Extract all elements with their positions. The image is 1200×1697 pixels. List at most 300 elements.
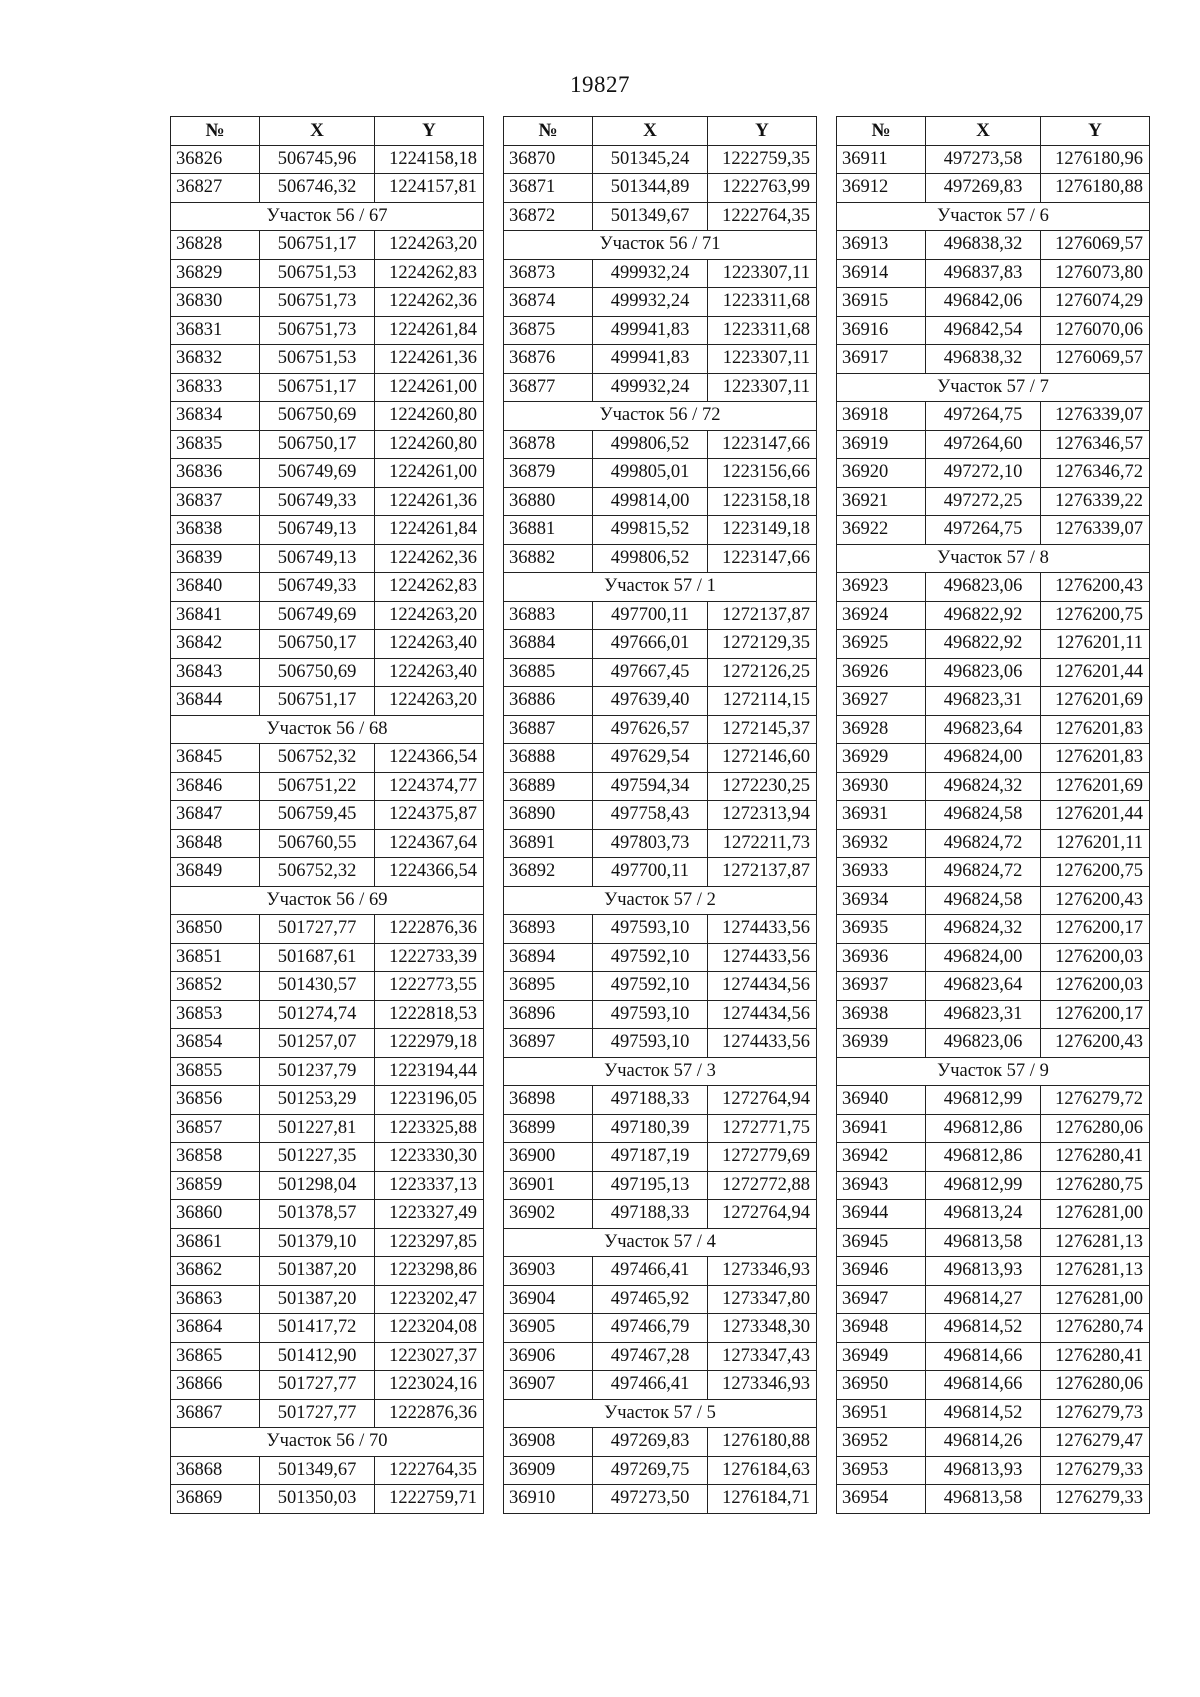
coord-x: 501345,24	[593, 145, 708, 174]
section-row	[837, 202, 1150, 231]
table-row	[504, 1285, 817, 1314]
coord-y: 1276280,06	[1041, 1371, 1150, 1400]
coord-x: 506750,69	[260, 402, 375, 431]
table-row	[171, 487, 484, 516]
coord-y: 1276070,06	[1041, 316, 1150, 345]
table-row	[504, 1371, 817, 1400]
point-number: 36897	[504, 1029, 593, 1058]
section-title: Участок 57 / 3	[504, 1057, 817, 1086]
coord-y: 1273346,93	[708, 1371, 817, 1400]
coord-x: 501727,77	[260, 915, 375, 944]
point-number: 36885	[504, 658, 593, 687]
coord-y: 1223196,05	[375, 1086, 484, 1115]
table-row	[837, 658, 1150, 687]
table-row	[171, 1456, 484, 1485]
coord-y: 1223327,49	[375, 1200, 484, 1229]
coord-x: 501430,57	[260, 972, 375, 1001]
section-title: Участок 56 / 69	[171, 886, 484, 915]
table-row	[837, 1314, 1150, 1343]
coord-x: 496823,64	[926, 972, 1041, 1001]
coord-x: 496814,52	[926, 1399, 1041, 1428]
coord-y: 1276200,75	[1041, 858, 1150, 887]
table-row	[504, 202, 817, 231]
table-row	[504, 915, 817, 944]
table-row	[837, 1371, 1150, 1400]
coord-y: 1276201,69	[1041, 772, 1150, 801]
coord-x: 497803,73	[593, 829, 708, 858]
coord-x: 496813,58	[926, 1228, 1041, 1257]
section-row	[171, 886, 484, 915]
coord-y: 1224157,81	[375, 174, 484, 203]
point-number: 36842	[171, 630, 260, 659]
coord-x: 496813,93	[926, 1257, 1041, 1286]
coord-y: 1272137,87	[708, 858, 817, 887]
coord-x: 497180,39	[593, 1114, 708, 1143]
table-row	[504, 316, 817, 345]
coord-x: 496837,83	[926, 259, 1041, 288]
table-row	[171, 402, 484, 431]
coord-x: 497272,25	[926, 487, 1041, 516]
coord-y: 1276281,13	[1041, 1257, 1150, 1286]
point-number: 36896	[504, 1000, 593, 1029]
coord-y: 1224262,36	[375, 544, 484, 573]
coord-y: 1276201,83	[1041, 744, 1150, 773]
point-number: 36839	[171, 544, 260, 573]
table-row	[171, 259, 484, 288]
point-number: 36843	[171, 658, 260, 687]
coord-y: 1223311,68	[708, 288, 817, 317]
section-title: Участок 57 / 7	[837, 373, 1150, 402]
point-number: 36844	[171, 687, 260, 716]
coord-y: 1224261,36	[375, 487, 484, 516]
table-row	[171, 1000, 484, 1029]
table-row	[837, 145, 1150, 174]
coord-x: 501227,81	[260, 1114, 375, 1143]
coord-y: 1272114,15	[708, 687, 817, 716]
coord-x: 499815,52	[593, 516, 708, 545]
point-number: 36935	[837, 915, 926, 944]
coord-y: 1224366,54	[375, 858, 484, 887]
coord-x: 501298,04	[260, 1171, 375, 1200]
coord-x: 506759,45	[260, 801, 375, 830]
table-row	[504, 801, 817, 830]
coord-y: 1224374,77	[375, 772, 484, 801]
point-number: 36908	[504, 1428, 593, 1457]
coord-y: 1223325,88	[375, 1114, 484, 1143]
coord-x: 497269,83	[926, 174, 1041, 203]
table-row	[837, 715, 1150, 744]
point-number: 36915	[837, 288, 926, 317]
coord-x: 496822,92	[926, 630, 1041, 659]
point-number: 36829	[171, 259, 260, 288]
point-number: 36862	[171, 1257, 260, 1286]
table-header	[837, 117, 1150, 146]
coord-x: 501417,72	[260, 1314, 375, 1343]
table-row	[837, 487, 1150, 516]
point-number: 36905	[504, 1314, 593, 1343]
point-number: 36882	[504, 544, 593, 573]
point-number: 36901	[504, 1171, 593, 1200]
table-row	[837, 1143, 1150, 1172]
coord-y: 1276073,80	[1041, 259, 1150, 288]
table-row	[171, 1200, 484, 1229]
coord-x: 501237,79	[260, 1057, 375, 1086]
table-row	[837, 345, 1150, 374]
coord-y: 1224261,84	[375, 316, 484, 345]
table-row	[504, 259, 817, 288]
coord-y: 1276200,03	[1041, 943, 1150, 972]
coord-y: 1222763,99	[708, 174, 817, 203]
section-row	[837, 544, 1150, 573]
table-row	[504, 658, 817, 687]
coord-x: 496842,06	[926, 288, 1041, 317]
table-row	[504, 715, 817, 744]
table-row	[171, 772, 484, 801]
coord-y: 1274433,56	[708, 1029, 817, 1058]
point-number: 36943	[837, 1171, 926, 1200]
point-number: 36847	[171, 801, 260, 830]
coord-x: 497465,92	[593, 1285, 708, 1314]
coord-x: 499941,83	[593, 316, 708, 345]
coord-x: 499941,83	[593, 345, 708, 374]
point-number: 36834	[171, 402, 260, 431]
table-row	[171, 858, 484, 887]
table-row	[171, 430, 484, 459]
table-row	[171, 601, 484, 630]
coord-x: 496824,72	[926, 829, 1041, 858]
point-number: 36846	[171, 772, 260, 801]
table-row	[504, 1029, 817, 1058]
point-number: 36841	[171, 601, 260, 630]
table-row	[837, 829, 1150, 858]
point-number: 36831	[171, 316, 260, 345]
point-number: 36906	[504, 1342, 593, 1371]
point-number: 36930	[837, 772, 926, 801]
coord-y: 1223027,37	[375, 1342, 484, 1371]
point-number: 36911	[837, 145, 926, 174]
header-y: Y	[1041, 117, 1150, 146]
coord-y: 1276200,43	[1041, 573, 1150, 602]
coord-x: 506751,73	[260, 288, 375, 317]
table-row	[837, 886, 1150, 915]
table-row	[171, 1257, 484, 1286]
point-number: 36928	[837, 715, 926, 744]
coord-x: 496814,66	[926, 1342, 1041, 1371]
point-number: 36838	[171, 516, 260, 545]
coord-y: 1276200,43	[1041, 886, 1150, 915]
coord-x: 496823,31	[926, 1000, 1041, 1029]
coord-x: 506749,33	[260, 573, 375, 602]
coord-y: 1224261,84	[375, 516, 484, 545]
coord-y: 1222876,36	[375, 1399, 484, 1428]
header-x: X	[260, 117, 375, 146]
coord-y: 1224263,40	[375, 630, 484, 659]
table-row	[837, 1086, 1150, 1115]
coord-x: 501227,35	[260, 1143, 375, 1172]
section-row	[171, 715, 484, 744]
point-number: 36933	[837, 858, 926, 887]
table-row	[171, 1285, 484, 1314]
point-number: 36867	[171, 1399, 260, 1428]
coord-x: 497264,75	[926, 516, 1041, 545]
point-number: 36934	[837, 886, 926, 915]
coord-x: 496838,32	[926, 345, 1041, 374]
table-row	[171, 744, 484, 773]
point-number: 36872	[504, 202, 593, 231]
section-title: Участок 57 / 6	[837, 202, 1150, 231]
coord-y: 1272129,35	[708, 630, 817, 659]
coord-y: 1272146,60	[708, 744, 817, 773]
point-number: 36881	[504, 516, 593, 545]
section-row	[837, 1057, 1150, 1086]
coord-x: 496824,00	[926, 943, 1041, 972]
coord-x: 496812,99	[926, 1086, 1041, 1115]
point-number: 36923	[837, 573, 926, 602]
coord-y: 1276074,29	[1041, 288, 1150, 317]
point-number: 36855	[171, 1057, 260, 1086]
point-number: 36870	[504, 145, 593, 174]
point-number: 36852	[171, 972, 260, 1001]
coord-x: 497639,40	[593, 687, 708, 716]
point-number: 36917	[837, 345, 926, 374]
point-number: 36887	[504, 715, 593, 744]
header-y: Y	[708, 117, 817, 146]
table-row	[504, 1200, 817, 1229]
coord-x: 501274,74	[260, 1000, 375, 1029]
coord-y: 1276201,44	[1041, 658, 1150, 687]
coord-y: 1223156,66	[708, 459, 817, 488]
header-y: Y	[375, 117, 484, 146]
coord-x: 501257,07	[260, 1029, 375, 1058]
coord-y: 1272772,88	[708, 1171, 817, 1200]
coord-x: 497592,10	[593, 943, 708, 972]
coord-x: 497593,10	[593, 915, 708, 944]
table-row	[837, 516, 1150, 545]
point-number: 36947	[837, 1285, 926, 1314]
coord-y: 1224262,83	[375, 573, 484, 602]
table-row	[504, 544, 817, 573]
table-row	[504, 345, 817, 374]
coord-y: 1276339,07	[1041, 516, 1150, 545]
coord-y: 1276201,83	[1041, 715, 1150, 744]
coord-x: 499814,00	[593, 487, 708, 516]
table-row	[504, 516, 817, 545]
coord-x: 496812,99	[926, 1171, 1041, 1200]
point-number: 36888	[504, 744, 593, 773]
coord-y: 1276280,41	[1041, 1143, 1150, 1172]
section-row	[504, 1228, 817, 1257]
table-row	[837, 174, 1150, 203]
coord-x: 499932,24	[593, 288, 708, 317]
point-number: 36922	[837, 516, 926, 545]
coord-y: 1222759,71	[375, 1485, 484, 1514]
coord-x: 496824,00	[926, 744, 1041, 773]
table-row	[504, 630, 817, 659]
coord-y: 1223330,30	[375, 1143, 484, 1172]
point-number: 36937	[837, 972, 926, 1001]
coord-y: 1222979,18	[375, 1029, 484, 1058]
point-number: 36904	[504, 1285, 593, 1314]
point-number: 36879	[504, 459, 593, 488]
point-number: 36854	[171, 1029, 260, 1058]
coord-x: 501412,90	[260, 1342, 375, 1371]
table-row	[171, 1342, 484, 1371]
coord-y: 1223149,18	[708, 516, 817, 545]
point-number: 36921	[837, 487, 926, 516]
coord-y: 1224263,20	[375, 601, 484, 630]
coord-y: 1276069,57	[1041, 345, 1150, 374]
table-row	[171, 1371, 484, 1400]
table-row	[504, 687, 817, 716]
section-title: Участок 56 / 72	[504, 402, 817, 431]
coord-y: 1276180,88	[1041, 174, 1150, 203]
point-number: 36876	[504, 345, 593, 374]
table-row	[837, 1399, 1150, 1428]
point-number: 36828	[171, 231, 260, 260]
coord-x: 496813,93	[926, 1456, 1041, 1485]
point-number: 36931	[837, 801, 926, 830]
table-row	[171, 1228, 484, 1257]
point-number: 36899	[504, 1114, 593, 1143]
coord-y: 1224263,20	[375, 687, 484, 716]
point-number: 36907	[504, 1371, 593, 1400]
coord-y: 1276280,06	[1041, 1114, 1150, 1143]
table-row	[837, 1029, 1150, 1058]
table-row	[837, 687, 1150, 716]
table-row	[504, 1171, 817, 1200]
coord-y: 1272764,94	[708, 1200, 817, 1229]
coord-x: 496822,92	[926, 601, 1041, 630]
table-header	[504, 117, 817, 146]
coord-y: 1273346,93	[708, 1257, 817, 1286]
point-number: 36878	[504, 430, 593, 459]
point-number: 36953	[837, 1456, 926, 1485]
table-row	[837, 402, 1150, 431]
coord-x: 501378,57	[260, 1200, 375, 1229]
point-number: 36936	[837, 943, 926, 972]
coord-x: 501350,03	[260, 1485, 375, 1514]
coordinates-table-3	[836, 116, 1150, 1514]
coord-x: 506749,69	[260, 459, 375, 488]
point-number: 36884	[504, 630, 593, 659]
point-number: 36916	[837, 316, 926, 345]
coord-x: 497593,10	[593, 1000, 708, 1029]
coord-x: 496838,32	[926, 231, 1041, 260]
coord-x: 506752,32	[260, 858, 375, 887]
table-row	[837, 231, 1150, 260]
table-row	[504, 772, 817, 801]
point-number: 36849	[171, 858, 260, 887]
table-row	[171, 174, 484, 203]
point-number: 36864	[171, 1314, 260, 1343]
table-header	[171, 117, 484, 146]
coord-x: 497466,41	[593, 1257, 708, 1286]
table-row	[837, 288, 1150, 317]
coord-y: 1274433,56	[708, 915, 817, 944]
coord-x: 496824,58	[926, 886, 1041, 915]
table-row	[837, 1200, 1150, 1229]
coord-x: 496814,27	[926, 1285, 1041, 1314]
coord-y: 1223024,16	[375, 1371, 484, 1400]
coord-y: 1223194,44	[375, 1057, 484, 1086]
coord-y: 1224375,87	[375, 801, 484, 830]
table-row	[504, 1428, 817, 1457]
table-row	[837, 972, 1150, 1001]
table-row	[171, 573, 484, 602]
coord-y: 1274434,56	[708, 972, 817, 1001]
coord-x: 497195,13	[593, 1171, 708, 1200]
table-row	[171, 373, 484, 402]
coord-y: 1223307,11	[708, 345, 817, 374]
table-row	[504, 373, 817, 402]
coord-y: 1276279,47	[1041, 1428, 1150, 1457]
point-number: 36871	[504, 174, 593, 203]
coord-x: 496813,24	[926, 1200, 1041, 1229]
table-row	[504, 972, 817, 1001]
table-row	[504, 174, 817, 203]
point-number: 36827	[171, 174, 260, 203]
table-row	[504, 744, 817, 773]
coord-x: 496812,86	[926, 1143, 1041, 1172]
table-row	[171, 145, 484, 174]
coord-y: 1276280,74	[1041, 1314, 1150, 1343]
coord-x: 499932,24	[593, 259, 708, 288]
header-x: X	[926, 117, 1041, 146]
table-row	[837, 430, 1150, 459]
coord-x: 496813,58	[926, 1485, 1041, 1514]
table-row	[837, 1171, 1150, 1200]
coord-x: 496824,58	[926, 801, 1041, 830]
table-row	[504, 1257, 817, 1286]
point-number: 36851	[171, 943, 260, 972]
coord-x: 501387,20	[260, 1257, 375, 1286]
coord-y: 1272779,69	[708, 1143, 817, 1172]
table-row	[171, 1029, 484, 1058]
point-number: 36948	[837, 1314, 926, 1343]
coord-x: 506751,53	[260, 259, 375, 288]
point-number: 36950	[837, 1371, 926, 1400]
coord-x: 497667,45	[593, 658, 708, 687]
coord-x: 501387,20	[260, 1285, 375, 1314]
table-row	[171, 316, 484, 345]
point-number: 36886	[504, 687, 593, 716]
coord-y: 1222876,36	[375, 915, 484, 944]
coord-y: 1224262,83	[375, 259, 484, 288]
table-row	[171, 972, 484, 1001]
point-number: 36877	[504, 373, 593, 402]
coord-x: 497187,19	[593, 1143, 708, 1172]
point-number: 36837	[171, 487, 260, 516]
point-number: 36889	[504, 772, 593, 801]
point-number: 36926	[837, 658, 926, 687]
coord-y: 1224262,36	[375, 288, 484, 317]
coord-y: 1223337,13	[375, 1171, 484, 1200]
coord-x: 497466,41	[593, 1371, 708, 1400]
coordinates-table-1	[170, 116, 484, 1514]
point-number: 36941	[837, 1114, 926, 1143]
table-row	[837, 1114, 1150, 1143]
point-number: 36856	[171, 1086, 260, 1115]
coord-y: 1272764,94	[708, 1086, 817, 1115]
point-number: 36942	[837, 1143, 926, 1172]
point-number: 36892	[504, 858, 593, 887]
point-number: 36927	[837, 687, 926, 716]
coord-y: 1276200,75	[1041, 601, 1150, 630]
coord-x: 501727,77	[260, 1371, 375, 1400]
coord-y: 1276069,57	[1041, 231, 1150, 260]
coord-x: 496823,06	[926, 573, 1041, 602]
point-number: 36845	[171, 744, 260, 773]
